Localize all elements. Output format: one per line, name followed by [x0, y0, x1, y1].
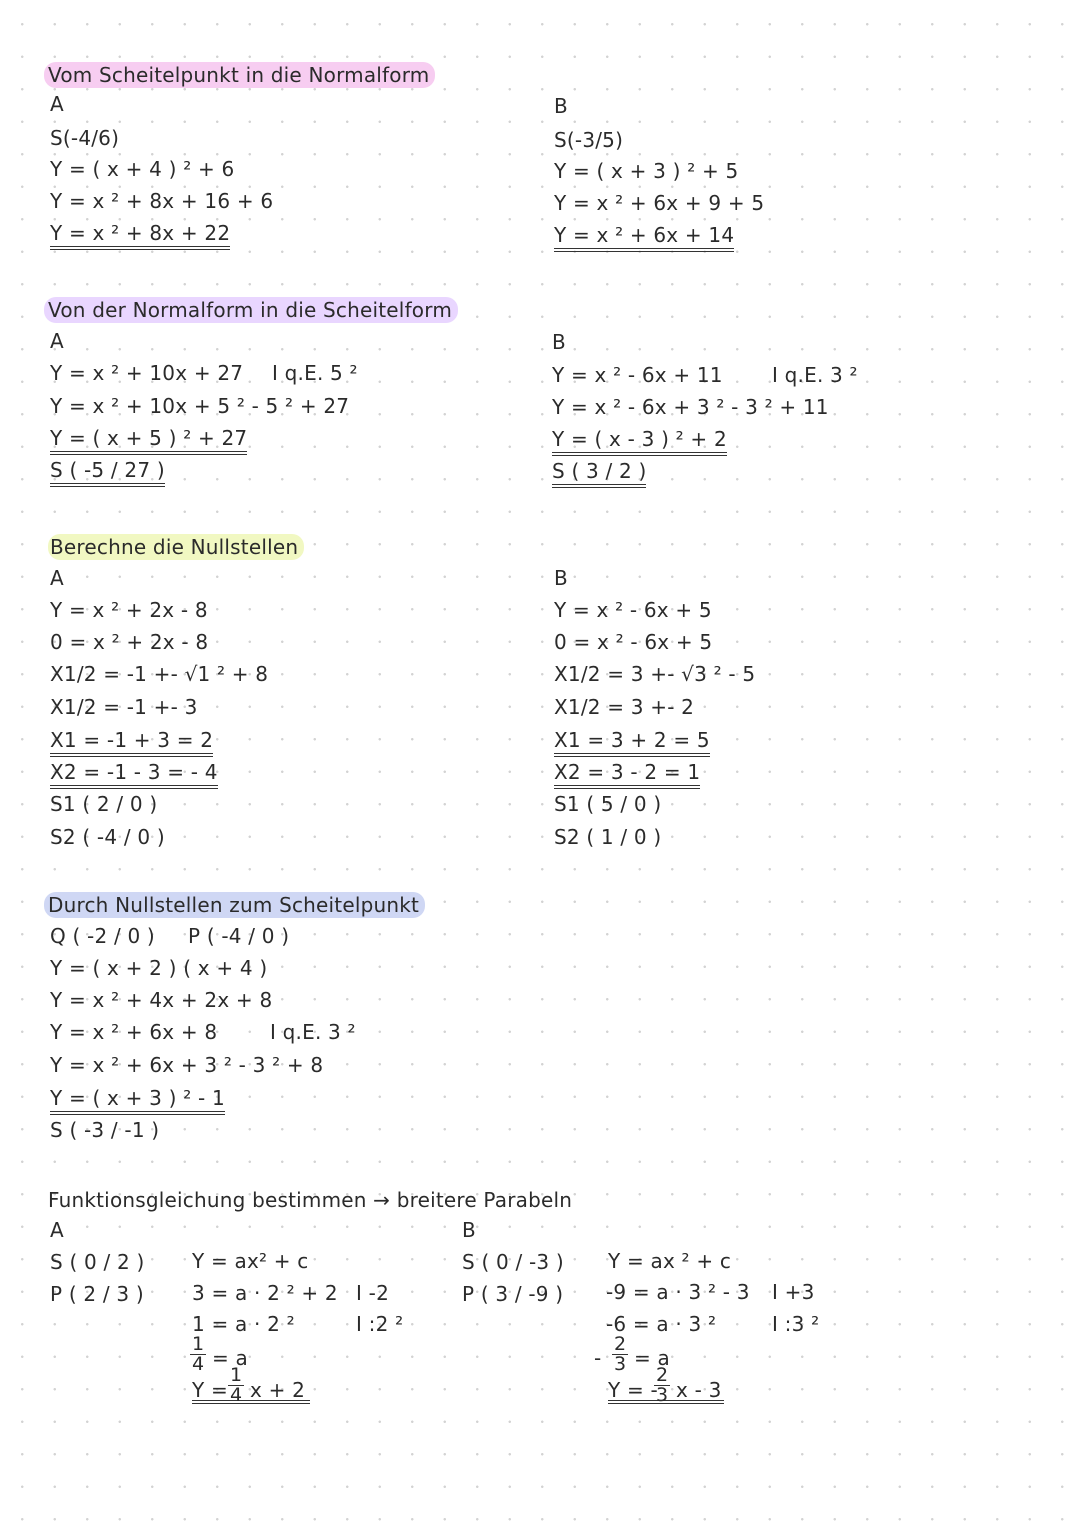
- label-b: B: [554, 94, 568, 118]
- fraction-denominator: 3: [614, 1353, 627, 1375]
- formula-line: 1 = a · 2 ²: [192, 1312, 295, 1336]
- formula-line: 0 = x ² - 6x + 5: [554, 630, 713, 654]
- formula-line: X1/2 = -1 +- 3: [50, 695, 198, 719]
- step-note: I :3 ²: [772, 1312, 820, 1336]
- fraction-denominator: 4: [230, 1384, 243, 1406]
- point-line: S2 ( -4 / 0 ): [50, 825, 165, 849]
- step-note: I :2 ²: [356, 1312, 404, 1336]
- result-prefix: Y = -: [608, 1378, 658, 1402]
- point-line: S1 ( 5 / 0 ): [554, 792, 662, 816]
- section-title-nullstellen: Berechne die Nullstellen: [48, 534, 304, 560]
- section-title-funktionsgleichung: Funktionsgleichung bestimmen → breitere Parabeln: [48, 1188, 573, 1212]
- formula-line: Y = ( x + 3 ) ² + 5: [554, 159, 739, 183]
- point-line: P ( -4 / 0 ): [188, 924, 290, 948]
- fraction: [190, 1335, 206, 1374]
- step-note: I -2: [356, 1281, 389, 1305]
- fraction-numerator: 1: [192, 1333, 205, 1355]
- fraction-numerator: 1: [230, 1364, 243, 1386]
- step-note: I q.E. 3 ²: [270, 1020, 356, 1044]
- formula-line: -6 = a · 3 ²: [606, 1312, 717, 1336]
- label-b: B: [462, 1218, 476, 1242]
- point-line: S ( 0 / -3 ): [462, 1250, 564, 1274]
- result-line: Y = ( x - 3 ) ² + 2: [552, 426, 727, 456]
- formula-line: Y = x ² + 4x + 2x + 8: [50, 988, 273, 1012]
- point-line: S ( 0 / 2 ): [50, 1250, 145, 1274]
- vertex-result: S ( -5 / 27 ): [50, 457, 165, 487]
- point-line: S2 ( 1 / 0 ): [554, 825, 662, 849]
- formula-line: Y = x ² + 10x + 27: [50, 361, 244, 385]
- result-line: Y = ( x + 5 ) ² + 27: [50, 425, 247, 455]
- vertex-result: S ( 3 / 2 ): [552, 458, 646, 488]
- formula-line: Y = x ² + 6x + 9 + 5: [554, 191, 765, 215]
- section-title-normalform-scheitelform: Von der Normalform in die Scheitelform: [44, 297, 458, 323]
- fraction: [228, 1366, 244, 1405]
- vertex-result: S ( -3 / -1 ): [50, 1118, 160, 1142]
- root-result: X1 = 3 + 2 = 5: [554, 727, 710, 757]
- formula-line: Y = x ² - 6x + 3 ² - 3 ² + 11: [552, 395, 829, 419]
- formula-line: Y = x ² - 6x + 5: [554, 598, 712, 622]
- label-b: B: [554, 566, 568, 590]
- label-b: B: [552, 330, 566, 354]
- fraction: [612, 1335, 628, 1374]
- fraction-denominator: 4: [192, 1353, 205, 1375]
- point-line: P ( 3 / -9 ): [462, 1282, 564, 1306]
- formula-line: Y = x ² - 6x + 11: [552, 363, 723, 387]
- formula-line: S(-4/6): [50, 126, 120, 150]
- formula-line: 3 = a · 2 ² + 2: [192, 1281, 338, 1305]
- formula-line: Y = ( x + 2 ) ( x + 4 ): [50, 956, 268, 980]
- formula-line: Y = x ² + 6x + 3 ² - 3 ² + 8: [50, 1053, 324, 1077]
- step-note: I q.E. 3 ²: [772, 363, 858, 387]
- formula-line: X1/2 = -1 +- √1 ² + 8: [50, 662, 269, 686]
- result-line: Y = x ² + 8x + 22: [50, 220, 230, 250]
- formula-line: -9 = a · 3 ² - 3: [606, 1280, 750, 1304]
- section-title-scheitelpunkt-normalform: Vom Scheitelpunkt in die Normalform: [44, 62, 435, 88]
- fraction-numerator: 2: [614, 1333, 627, 1355]
- root-result: X2 = 3 - 2 = 1: [554, 759, 700, 789]
- section-title-nullstellen-scheitelpunkt: Durch Nullstellen zum Scheitelpunkt: [44, 892, 425, 918]
- point-line: Q ( -2 / 0 ): [50, 924, 155, 948]
- formula-line: 0 = x ² + 2x - 8: [50, 630, 209, 654]
- result-line: Y = ( x + 3 ) ² - 1: [50, 1085, 225, 1115]
- minus-sign: -: [594, 1346, 602, 1370]
- point-line: S1 ( 2 / 0 ): [50, 792, 158, 816]
- label-a: A: [50, 329, 64, 353]
- formula-line: = a: [212, 1346, 248, 1370]
- formula-line: Y = x ² + 10x + 5 ² - 5 ² + 27: [50, 394, 350, 418]
- formula-line: Y = ( x + 4 ) ² + 6: [50, 157, 235, 181]
- label-a: A: [50, 92, 64, 116]
- formula-line: = a: [634, 1346, 670, 1370]
- step-note: I q.E. 5 ²: [272, 361, 358, 385]
- formula-line: X1/2 = 3 +- 2: [554, 695, 695, 719]
- step-note: I +3: [772, 1280, 815, 1304]
- label-a: A: [50, 1218, 64, 1242]
- result-prefix: Y =: [192, 1378, 228, 1402]
- formula-line: X1/2 = 3 +- √3 ² - 5: [554, 662, 756, 686]
- result-line: Y = x ² + 6x + 14: [554, 222, 734, 252]
- root-result: X1 = -1 + 3 = 2: [50, 727, 213, 757]
- root-result: X2 = -1 - 3 = - 4: [50, 759, 218, 789]
- result-suffix: x + 2: [250, 1378, 306, 1402]
- label-a: A: [50, 566, 64, 590]
- formula-line: Y = ax² + c: [192, 1249, 309, 1273]
- point-line: P ( 2 / 3 ): [50, 1282, 144, 1306]
- result-suffix: x - 3: [676, 1378, 722, 1402]
- formula-line: Y = x ² + 2x - 8: [50, 598, 208, 622]
- fraction-denominator: 3: [656, 1384, 669, 1406]
- formula-line: Y = x ² + 8x + 16 + 6: [50, 189, 274, 213]
- formula-line: S(-3/5): [554, 128, 624, 152]
- formula-line: Y = ax ² + c: [608, 1249, 732, 1273]
- fraction-numerator: 2: [656, 1364, 669, 1386]
- fraction: [654, 1366, 670, 1405]
- formula-line: Y = x ² + 6x + 8: [50, 1020, 218, 1044]
